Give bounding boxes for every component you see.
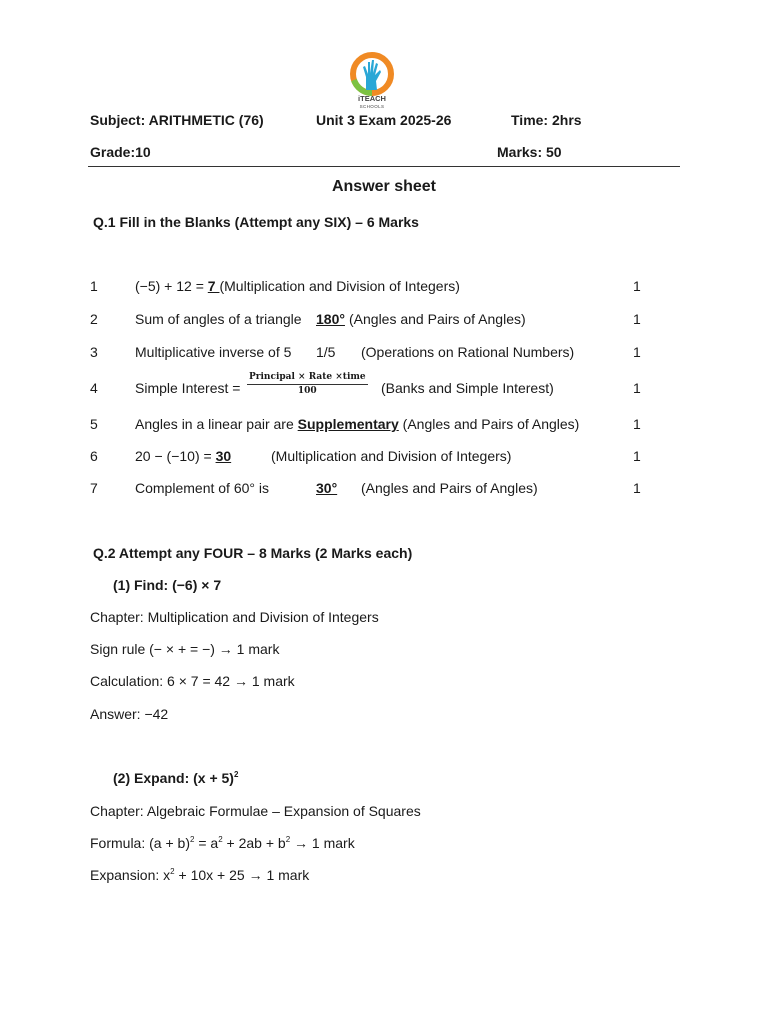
q2-part2-title-text: (2) Expand: (x + 5) <box>113 770 234 786</box>
q1-row-mark: 1 <box>633 278 641 294</box>
q1-row-mark: 1 <box>633 380 641 396</box>
q1-row-chapter: (Angles and Pairs of Angles) <box>349 311 526 327</box>
marks-label: Marks: 50 <box>497 144 562 160</box>
exam-label: Unit 3 Exam 2025-26 <box>316 112 452 128</box>
formula-segment: + 2ab + b <box>222 835 286 851</box>
q1-row-question: (−5) + 12 = <box>135 278 208 294</box>
grade-label: Grade:10 <box>90 144 151 160</box>
subject-label: Subject: ARITHMETIC (76) <box>90 112 264 128</box>
q1-row-question: Sum of angles of a triangle <box>135 311 302 327</box>
q1-row-mark: 1 <box>633 311 641 327</box>
q1-row-answer: 180° <box>316 311 345 327</box>
q2-part1-chapter: Chapter: Multiplication and Division of Integers <box>90 609 379 625</box>
q2-part1-title: (1) Find: (−6) × 7 <box>113 577 222 593</box>
q1-row-text <box>135 415 579 433</box>
q1-row-number: 5 <box>90 416 98 432</box>
q1-row-number: 2 <box>90 311 98 327</box>
q1-row-number: 4 <box>90 380 98 396</box>
header-divider <box>88 166 680 167</box>
q1-heading: Q.1 Fill in the Blanks (Attempt any SIX) – 6 Marks <box>93 214 419 230</box>
page-title: Answer sheet <box>331 178 437 195</box>
logo-sub: SCHOOLS <box>359 104 385 109</box>
q1-row-number: 3 <box>90 344 98 360</box>
q1-row-answer: 1/5 <box>316 344 336 360</box>
fraction-denominator: 100 <box>297 386 317 396</box>
q2-part1-calc: Calculation: 6 × 7 = 42 → 1 mark <box>90 673 295 689</box>
q1-row-mark: 1 <box>633 480 641 496</box>
q1-row-chapter: (Angles and Pairs of Angles) <box>398 416 580 432</box>
q1-row-question: Angles in a linear pair are <box>135 416 298 432</box>
q2-part2-expansion <box>90 866 309 884</box>
q1-row-answer: 30 <box>215 448 232 464</box>
simple-interest-fraction <box>247 372 368 397</box>
expansion-segment: Expansion: x <box>90 867 171 883</box>
q2-part2-chapter: Chapter: Algebraic Formulae – Expansion of Squares <box>90 803 421 819</box>
q1-row-number: 1 <box>90 278 98 294</box>
superscript: 2 <box>285 835 291 844</box>
superscript: 2 <box>218 835 223 844</box>
q2-part2-formula <box>90 834 355 852</box>
logo-text <box>351 95 393 111</box>
q1-row-question: Complement of 60° is <box>135 480 269 496</box>
q1-row-number: 7 <box>90 480 98 496</box>
formula-segment: = a <box>194 835 219 851</box>
q1-row-number: 6 <box>90 448 98 464</box>
q2-heading: Q.2 Attempt any FOUR – 8 Marks (2 Marks each) <box>93 545 413 561</box>
q1-row-chapter: (Multiplication and Division of Integers) <box>219 278 460 294</box>
formula-segment: → 1 mark <box>290 835 355 851</box>
q1-row-chapter: (Multiplication and Division of Integers) <box>271 448 512 464</box>
superscript: 2 <box>189 835 195 844</box>
time-label: Time: 2hrs <box>511 112 582 128</box>
q1-row-question: 20 − (−10) = <box>135 448 216 464</box>
superscript: 2 <box>170 867 175 876</box>
q2-part1-answer: Answer: −42 <box>90 706 169 722</box>
superscript: 2 <box>233 770 239 779</box>
q1-row-chapter: (Banks and Simple Interest) <box>381 380 554 396</box>
logo-brand: iTEACH <box>358 94 386 103</box>
formula-segment: Formula: (a + b) <box>90 835 190 851</box>
q1-row-question: Multiplicative inverse of 5 <box>135 344 292 360</box>
q1-row-text <box>135 277 460 295</box>
q2-part2-title <box>113 769 238 787</box>
q2-part1-rule: Sign rule (− × + = −) → 1 mark <box>90 641 280 657</box>
fraction-numerator: Principal × Rate ×time <box>247 372 368 385</box>
logo-hand-icon <box>363 60 381 90</box>
q1-row-answer: Supplementary <box>297 416 399 432</box>
q1-row-chapter: (Operations on Rational Numbers) <box>361 344 575 360</box>
q1-row-chapter: (Angles and Pairs of Angles) <box>361 480 538 496</box>
q1-row-question: Simple Interest = <box>135 380 241 396</box>
expansion-segment: + 10x + 25 → 1 mark <box>174 867 310 883</box>
q1-row-text <box>135 447 231 465</box>
q1-row-mark: 1 <box>633 448 641 464</box>
q1-row-answer: 30° <box>316 480 338 496</box>
q1-row-mark: 1 <box>633 416 641 432</box>
q1-row-answer: 7 <box>207 278 220 294</box>
q1-row-mark: 1 <box>633 344 641 360</box>
